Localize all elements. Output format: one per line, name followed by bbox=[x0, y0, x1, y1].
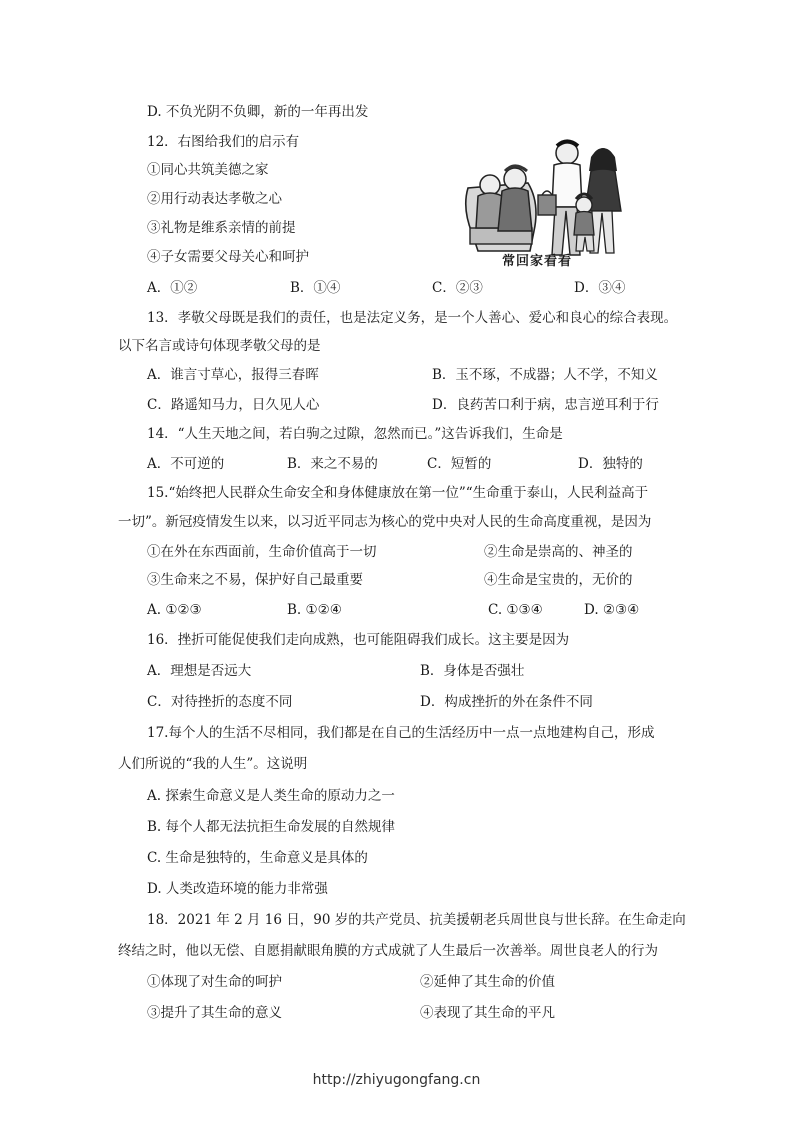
question-15-line-1: 15.“始终把人民群众生命安全和身体健康放在第一位”“生命重于泰山，人民利益高于 bbox=[147, 485, 649, 501]
q12-option-b: B．①④ bbox=[290, 280, 341, 296]
q12-option-c: C．②③ bbox=[432, 280, 483, 296]
option-d-prev: D. 不负光阴不负卿，新的一年再出发 bbox=[147, 104, 369, 120]
question-14: 14．“人生天地之间，若白驹之过隙，忽然而已。”这告诉我们，生命是 bbox=[147, 426, 563, 442]
q13-option-c: C．路遥知马力，日久见人心 bbox=[147, 397, 320, 413]
question-15-line-2: 一切”。新冠疫情发生以来，以习近平同志为核心的党中央对人民的生命高度重视，是因为 bbox=[118, 514, 652, 530]
q15-option-b: B. ①②④ bbox=[287, 602, 342, 618]
question-16: 16．挫折可能促使我们走向成熟，也可能阻碍我们成长。这主要是因为 bbox=[147, 632, 570, 648]
q13-option-a: A．谁言寸草心，报得三春晖 bbox=[147, 367, 319, 383]
q15-statement-2: ②生命是崇高的、神圣的 bbox=[484, 544, 633, 560]
q15-statement-4: ④生命是宝贵的，无价的 bbox=[484, 572, 633, 588]
q14-option-d: D．独特的 bbox=[578, 456, 643, 472]
q17-option-a: A. 探索生命意义是人类生命的原动力之一 bbox=[147, 788, 395, 804]
q15-statement-1: ①在外在东西面前，生命价值高于一切 bbox=[147, 544, 377, 560]
q17-option-d: D. 人类改造环境的能力非常强 bbox=[147, 881, 328, 897]
q12-option-a: A．①② bbox=[147, 280, 198, 296]
question-17-line-1: 17.每个人的生活不尽相同，我们都是在自己的生活经历中一点一点地建构自己，形成 bbox=[147, 725, 655, 741]
q17-option-b: B. 每个人都无法抗拒生命发展的自然规律 bbox=[147, 819, 396, 835]
q18-statement-1: ①体现了对生命的呵护 bbox=[147, 974, 282, 990]
q16-option-d: D．构成挫折的外在条件不同 bbox=[420, 694, 593, 710]
q12-statement-4: ④子女需要父母关心和呵护 bbox=[147, 249, 309, 265]
footer-url: http://zhiyugongfang.cn bbox=[312, 1072, 481, 1088]
q16-option-c: C．对待挫折的态度不同 bbox=[147, 694, 293, 710]
q12-statement-3: ③礼物是维系亲情的前提 bbox=[147, 220, 296, 236]
question-13-line-2: 以下名言或诗句体现孝敬父母的是 bbox=[118, 338, 321, 354]
q13-option-b: B．玉不琢，不成器；人不学，不知义 bbox=[432, 367, 658, 383]
q18-statement-4: ④表现了其生命的平凡 bbox=[420, 1005, 555, 1021]
q14-option-a: A．不可逆的 bbox=[147, 456, 225, 472]
q15-option-d: D. ②③④ bbox=[584, 602, 640, 618]
q16-option-a: A．理想是否远大 bbox=[147, 663, 252, 679]
family-visit-illustration bbox=[460, 133, 630, 268]
q15-option-a: A. ①②③ bbox=[147, 602, 202, 618]
question-18-line-2: 终结之时，他以无偿、自愿捐献眼角膜的方式成就了人生最后一次善举。周世良老人的行为 bbox=[118, 943, 658, 959]
q12-option-d: D．③④ bbox=[574, 280, 626, 296]
q14-option-b: B．来之不易的 bbox=[287, 456, 378, 472]
q17-option-c: C. 生命是独特的，生命意义是具体的 bbox=[147, 850, 368, 866]
q15-option-c: C. ①③④ bbox=[488, 602, 543, 618]
question-17-line-2: 人们所说的“我的人生”。这说明 bbox=[118, 756, 308, 772]
q12-statement-1: ①同心共筑美德之家 bbox=[147, 162, 269, 178]
q15-statement-3: ③生命来之不易，保护好自己最重要 bbox=[147, 572, 363, 588]
question-13-line-1: 13．孝敬父母既是我们的责任，也是法定义务，是一个人善心、爱心和良心的综合表现。 bbox=[147, 310, 678, 326]
q18-statement-3: ③提升了其生命的意义 bbox=[147, 1005, 282, 1021]
illustration-caption: 常回家看看 bbox=[502, 254, 573, 269]
q12-statement-2: ②用行动表达孝敬之心 bbox=[147, 191, 282, 207]
q18-statement-2: ②延伸了其生命的价值 bbox=[420, 974, 555, 990]
q14-option-c: C．短暂的 bbox=[427, 456, 492, 472]
q13-option-d: D．良药苦口利于病，忠言逆耳利于行 bbox=[432, 397, 659, 413]
question-18-line-1: 18．2021 年 2 月 16 日，90 岁的共产党员、抗美援朝老兵周世良与世长辞。在生命走向 bbox=[147, 912, 686, 928]
q16-option-b: B．身体是否强壮 bbox=[420, 663, 525, 679]
question-12: 12．右图给我们的启示有 bbox=[147, 134, 300, 150]
